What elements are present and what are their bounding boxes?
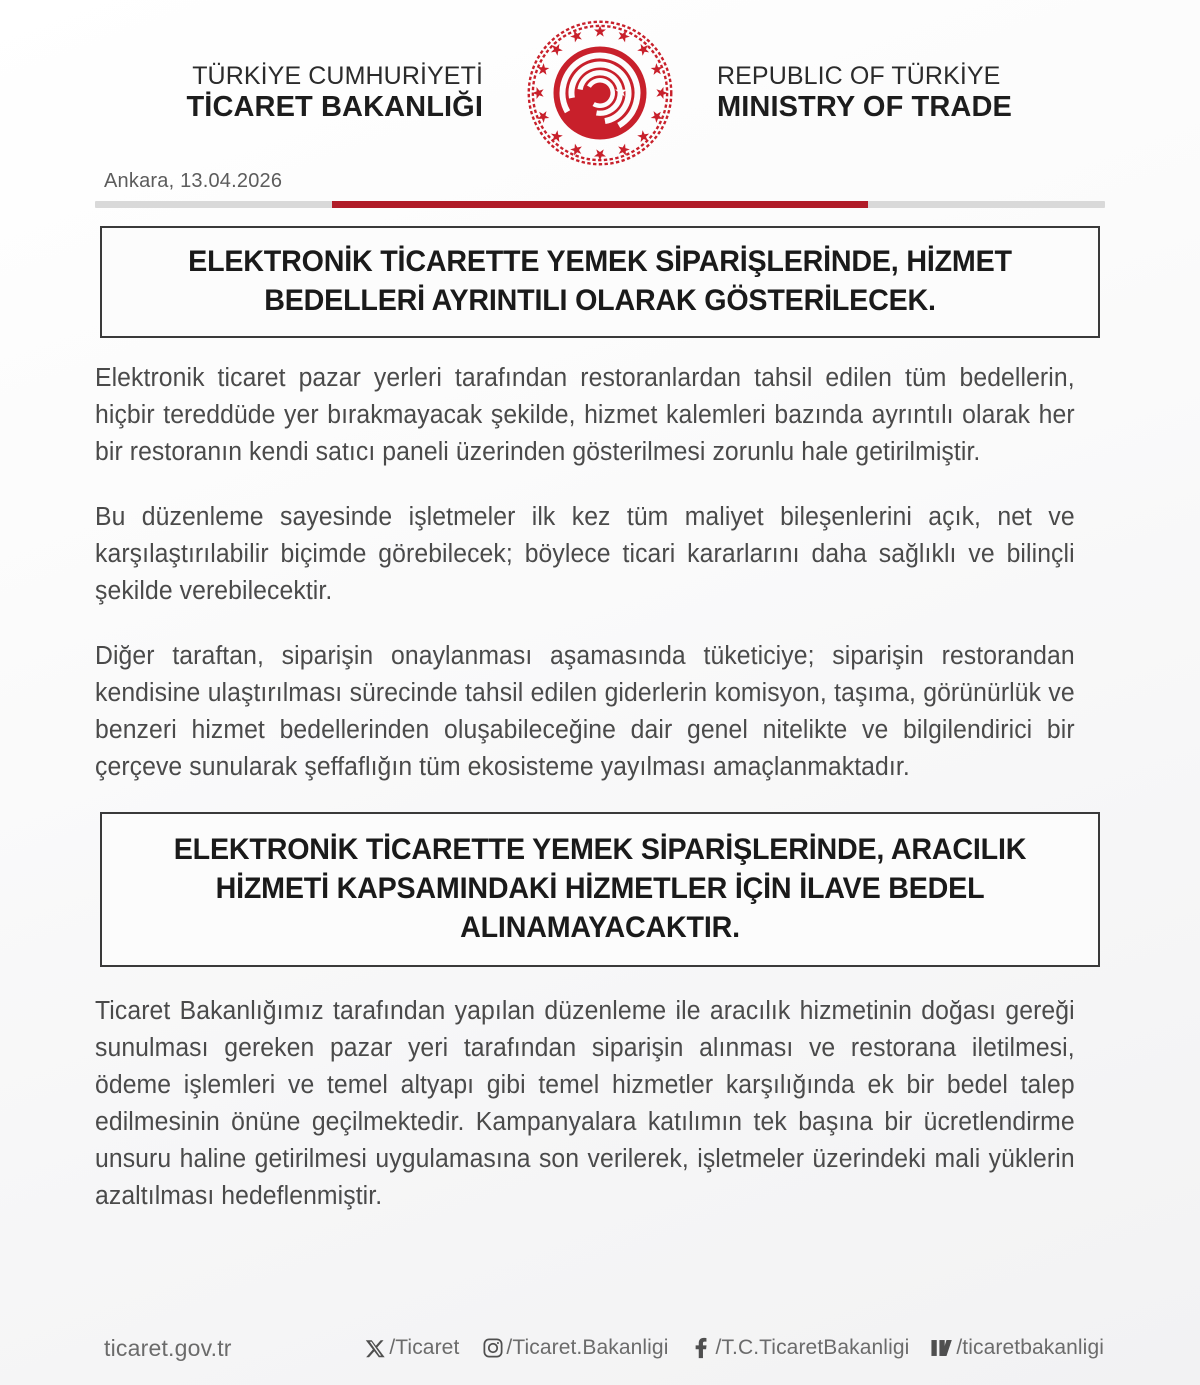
brand-turkish-line1: TÜRKİYE CUMHURİYETİ bbox=[192, 61, 483, 90]
paragraph-3: Diğer taraftan, siparişin onaylanması aşamasında tüketiciye; siparişin restorandan kendisine ulaştırılması sürecinde tahsil edilen giderlerin komisyon, taşıma, görünürlük ve benzeri hizmet bedellerinden oluşabileceğine dair genel nitelikte ve bilgilendirici bir çerçeve sunularak şeffaflığın tüm ekosisteme yayılması amaçlanmaktadır. bbox=[95, 641, 1075, 781]
brand-english-line1: REPUBLIC OF TÜRKİYE bbox=[717, 61, 1001, 90]
social-handle-medium: /ticaretbakanligi bbox=[956, 1336, 1104, 1359]
headline-box-secondary bbox=[100, 812, 1100, 967]
paragraph-2: Bu düzenleme sayesinde işletmeler ilk kez tüm maliyet bileşenlerini açık, net ve karşılaştırılabilir biçimde görebilecek; böylece ticari kararlarını daha sağlıklı ve bilinçli şekilde verebilecektir. bbox=[95, 502, 1075, 605]
social-handle-x: /Ticaret bbox=[389, 1336, 460, 1359]
brand-turkish-line2: TİCARET BAKANLIĞI bbox=[186, 90, 483, 123]
website-link[interactable]: ticaret.gov.tr bbox=[104, 1334, 232, 1361]
paragraph-1: Elektronik ticaret pazar yerleri tarafından restoranlardan tahsil edilen tüm bedellerin, hiçbir tereddüde yer bırakmayacak şekilde, hizmet kalemleri bazında ayrıntılı olarak her bir restoranın kendi satıcı paneli üzerinden gösterilmesi zorunlu hale getirilmiştir. bbox=[95, 364, 1075, 466]
headline-box-primary bbox=[100, 226, 1100, 338]
brand-turkish bbox=[125, 62, 525, 125]
ministry-of-trade-emblem-icon bbox=[525, 18, 675, 168]
paragraph-4: Ticaret Bakanlığımız tarafından yapılan düzenleme ile aracılık hizmetinin doğası gereği sunulması gereken pazar yeri tarafından siparişin alınması ve restorana iletilmesi, ödeme işlemleri ve temel altyapı gibi temel hizmetler karşılığında ek bir bedel talep edilmesinin önüne geçilmektedir. Kampanyalara katılımın tek başına bir ücretlendirme unsuru haline getirilmesi uygulamasına son verilerek, işletmeler üzerindeki mali yüklerin azaltılması hedeflenmiştir. bbox=[95, 996, 1075, 1210]
facebook-icon bbox=[690, 1337, 713, 1360]
body-section-upper bbox=[95, 338, 1105, 786]
headline-secondary-text: ELEKTRONİK TİCARETTE YEMEK SİPARİŞLERİNDE, ARACILIK HİZMETİ KAPSAMINDAKİ HİZMETLER İÇİN İLAVE BEDEL ALINAMAYACAKTIR. bbox=[173, 832, 1027, 944]
headline-primary-text: ELEKTRONİK TİCARETTE YEMEK SİPARİŞLERİNDE, HİZMET BEDELLERİ AYRINTILI OLARAK GÖSTERİLECEK. bbox=[188, 245, 1012, 317]
instagram-icon bbox=[481, 1337, 504, 1360]
header-divider-accent bbox=[332, 201, 867, 208]
dateline: Ankara, 13.04.2026 bbox=[104, 170, 283, 192]
social-handle-instagram: /Ticaret.Bakanligi bbox=[506, 1336, 669, 1359]
body-section-lower bbox=[95, 967, 1105, 1215]
social-link-facebook[interactable] bbox=[690, 1336, 909, 1360]
social-link-x[interactable] bbox=[364, 1336, 459, 1360]
social-link-instagram[interactable] bbox=[481, 1336, 668, 1360]
brand-english bbox=[675, 62, 1075, 125]
social-link-medium[interactable] bbox=[931, 1336, 1104, 1360]
x-twitter-icon bbox=[364, 1337, 387, 1360]
header-divider bbox=[95, 201, 1105, 208]
social-handle-facebook: /T.C.TicaretBakanligi bbox=[715, 1336, 910, 1359]
ministry-emblem bbox=[525, 18, 675, 168]
document-header bbox=[0, 0, 1200, 160]
social-links bbox=[364, 1336, 1104, 1360]
medium-n-icon bbox=[931, 1337, 954, 1360]
document-footer bbox=[0, 1311, 1200, 1385]
brand-english-line2: MINISTRY OF TRADE bbox=[717, 90, 1012, 123]
